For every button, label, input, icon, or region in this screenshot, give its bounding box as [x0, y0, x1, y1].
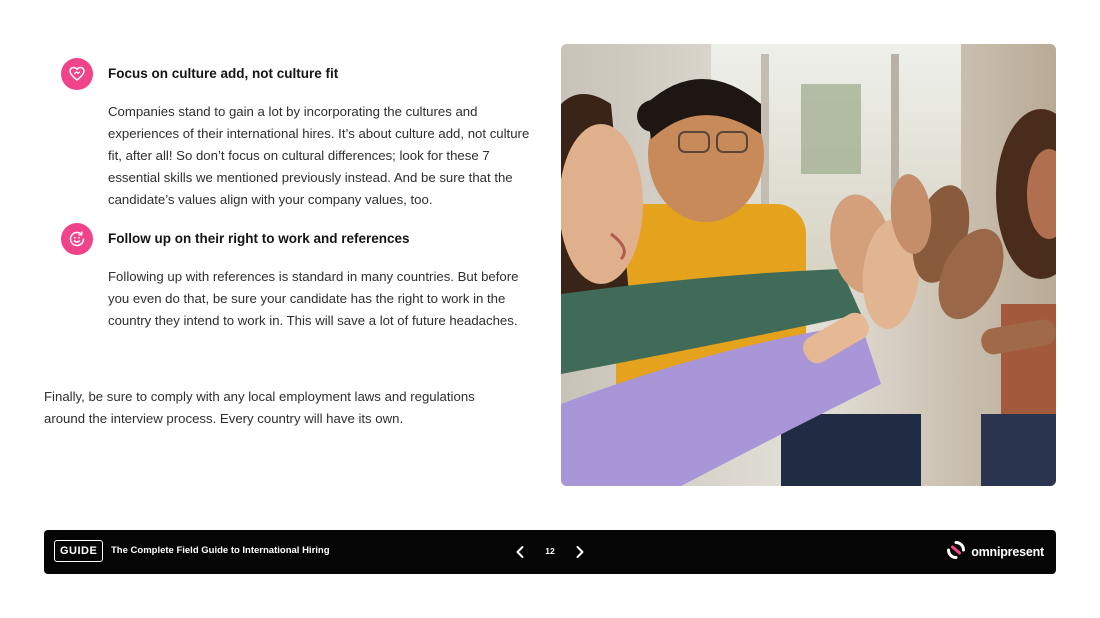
item-body: Following up with references is standard in many countries. But before you even do that, be sure your candidate has the right to work in the country they intend to work in. This will save a lot of future headaches.: [108, 269, 519, 328]
chevron-right-icon[interactable]: [570, 542, 590, 562]
brand-logo[interactable]: [947, 542, 1044, 562]
footer-bar: [44, 530, 1056, 574]
guide-badge: GUIDE: [54, 540, 103, 562]
guide-title: The Complete Field Guide to International Hiring: [111, 545, 330, 556]
omnipresent-logo-icon: [947, 541, 965, 564]
closing-paragraph: Finally, be sure to comply with any local employment laws and regulations around the interview process. Every country will have its own.: [44, 389, 475, 426]
item-heading: Focus on culture add, not culture fit: [108, 66, 339, 81]
brand-name: omnipresent: [971, 545, 1044, 559]
heart-handshake-icon: [61, 58, 93, 90]
item-heading: Follow up on their right to work and references: [108, 231, 410, 246]
chevron-left-icon[interactable]: [510, 542, 530, 562]
item-body: Companies stand to gain a lot by incorporating the cultures and experiences of their international hires. It’s about culture add, not culture fit, after all! So don’t focus on cultural differences; look for these 7 essential skills we mentioned previously instead. And be sure that the candidate’s values align with your company values, too.: [108, 104, 530, 207]
page-number: 12: [545, 546, 555, 556]
team-high-five-photo: [561, 44, 1056, 486]
smiley-refresh-icon: [61, 223, 93, 255]
